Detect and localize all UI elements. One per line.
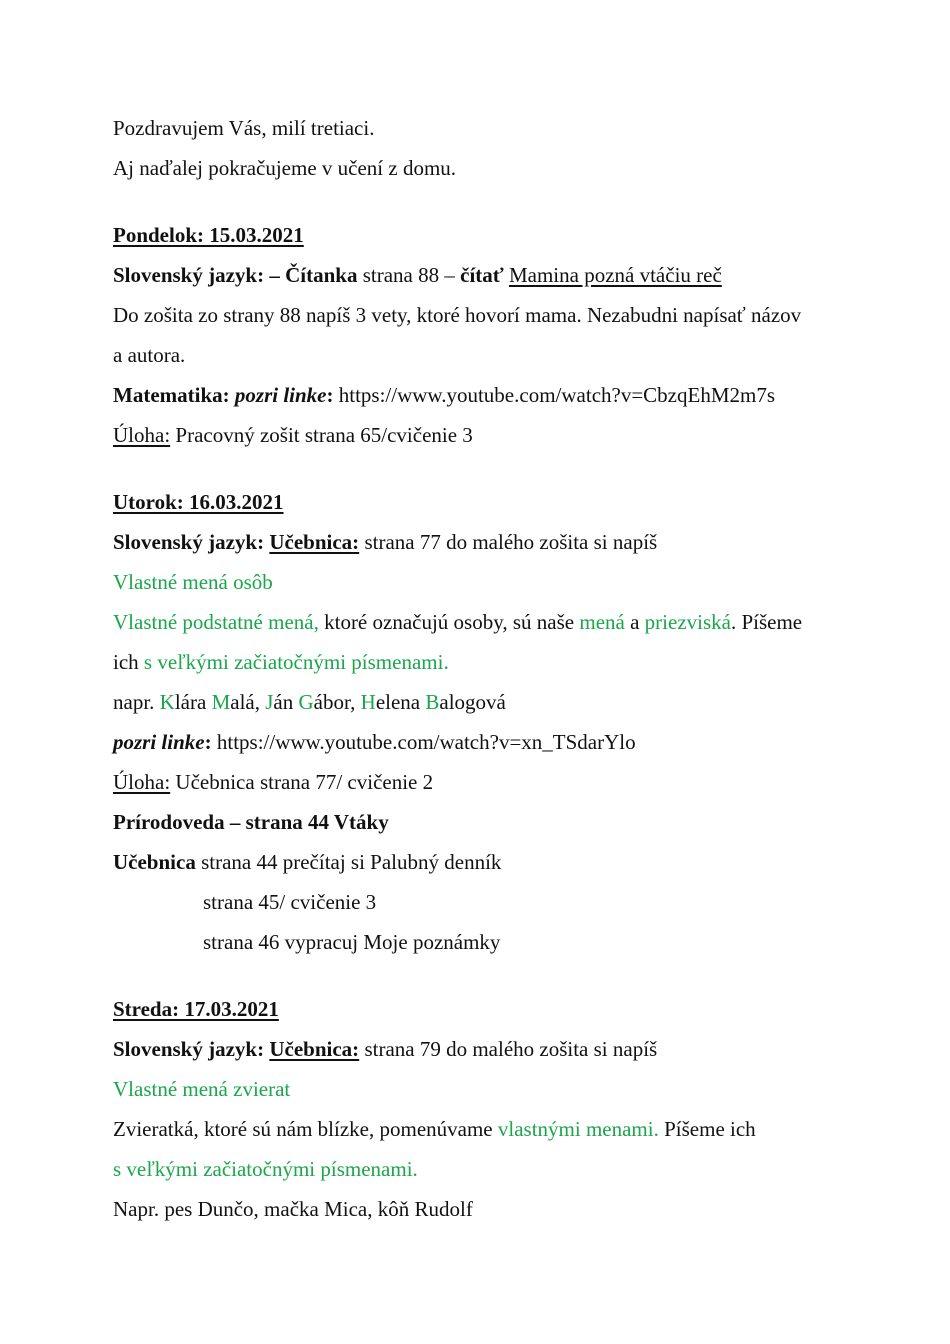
tuesday-heading: Utorok: 16.03.2021 [113,490,284,514]
intro-text: Aj naďalej pokračujeme v učení z domu. [113,156,457,180]
subject-label: Slovenský jazyk: [113,530,270,554]
wednesday-topic: Vlastné mená zvierat [113,1077,291,1101]
uloha-label: Úloha: [113,423,171,447]
subject-label: Slovenský jazyk: [113,1037,270,1061]
monday-slovak-line: Slovenský jazyk: – Čítanka strana 88 – čítať Mamina pozná vtáčiu reč [113,263,722,287]
wednesday-slovak-line: Slovenský jazyk: Učebnica: strana 79 do malého zošita si napíš [113,1037,658,1061]
book-label: Učebnica: [269,1037,360,1061]
prirodoveda-task2: strana 45/ cvičenie 3 [203,890,377,914]
monday-uloha-line: Úloha: Pracovný zošit strana 65/cvičenie 3 [113,423,473,447]
tuesday-link-line: pozri linke: https://www.youtube.com/watch?v=xn_TSdarYlo [113,730,636,754]
tuesday-examples: napr. Klára Malá, Ján Gábor, Helena Balogová [113,690,506,714]
subject-label: Slovenský jazyk: [113,263,265,287]
wednesday-rule-line1: Zvieratká, ktoré sú nám blízke, pomenúvame vlastnými menami. Píšeme ich [113,1117,756,1141]
monday-math-line: Matematika: pozri linke: https://www.youtube.com/watch?v=CbzqEhM2m7s [113,383,776,407]
math-video-link[interactable]: https://www.youtube.com/watch?v=CbzqEhM2m7s [338,383,776,407]
tuesday-topic: Vlastné mená osôb [113,570,273,594]
book-label: Učebnica: [269,530,360,554]
math-label: Matematika: [113,383,235,407]
monday-task-line1: Do zošita zo strany 88 napíš 3 vety, ktoré hovorí mama. Nezabudni napísať názov [113,303,802,327]
prirodoveda-heading: Prírodoveda – strana 44 Vtáky [113,810,389,834]
monday-task-line2: a autora. [113,343,186,367]
wednesday-heading: Streda: 17.03.2021 [113,997,279,1021]
reading-title: Mamina pozná vtáčiu reč [508,263,722,287]
book-label: Čítanka [285,263,358,287]
monday-heading: Pondelok: 15.03.2021 [113,223,304,247]
prirodoveda-task1: Učebnica strana 44 prečítaj si Palubný denník [113,850,502,874]
wednesday-rule-line2: s veľkými začiatočnými písmenami. [113,1157,418,1181]
prirodoveda-task3: strana 46 vypracuj Moje poznámky [203,930,501,954]
tuesday-rule-line1: Vlastné podstatné mená, ktoré označujú osoby, sú naše mená a priezviská. Píšeme [113,610,803,634]
tuesday-slovak-line: Slovenský jazyk: Učebnica: strana 77 do malého zošita si napíš [113,530,658,554]
wednesday-example: Napr. pes Dunčo, mačka Mica, kôň Rudolf [113,1197,473,1221]
uloha-label: Úloha: [113,770,171,794]
tuesday-uloha-line: Úloha: Učebnica strana 77/ cvičenie 2 [113,770,434,794]
tuesday-rule-line2: ich s veľkými začiatočnými písmenami. [113,650,449,674]
greeting: Pozdravujem Vás, milí tretiaci. [113,116,375,140]
slovak-video-link[interactable]: https://www.youtube.com/watch?v=xn_TSdarYlo [216,730,636,754]
